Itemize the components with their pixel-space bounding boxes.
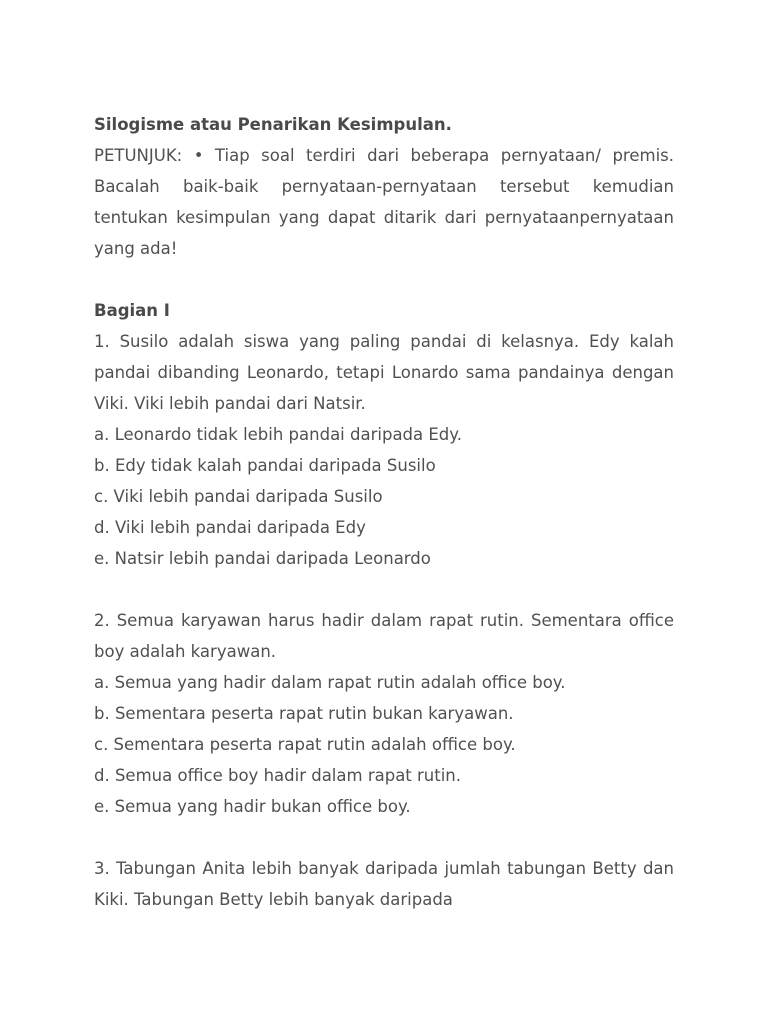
document-content	[94, 109, 674, 915]
answer-option: a. Leonardo tidak lebih pandai daripada Edy.	[94, 425, 462, 444]
answer-option: c. Sementara peserta rapat rutin adalah office boy.	[94, 735, 516, 754]
answer-option: b. Edy tidak kalah pandai daripada Susilo	[94, 456, 436, 475]
instructions-paragraph: PETUNJUK: • Tiap soal terdiri dari beberapa pernyataan/ premis. Bacalah baik-baik pernyataan-pernyataan tersebut kemudian tentukan kesimpulan yang dapat ditarik dari pernyataanpernyataan yang ada!	[94, 146, 674, 258]
answer-option: e. Natsir lebih pandai daripada Leonardo	[94, 549, 431, 568]
answer-option: b. Sementara peserta rapat rutin bukan karyawan.	[94, 704, 514, 723]
question-text: 1. Susilo adalah siswa yang paling pandai di kelasnya. Edy kalah pandai dibanding Leonardo, tetapi Lonardo sama pandainya dengan Viki. Viki lebih pandai dari Natsir.	[94, 332, 674, 413]
spacer	[94, 822, 674, 853]
spacer	[94, 264, 674, 295]
spacer	[94, 574, 674, 605]
answer-option: e. Semua yang hadir bukan office boy.	[94, 797, 411, 816]
answer-option: d. Semua office boy hadir dalam rapat rutin.	[94, 766, 462, 785]
section-heading: Bagian I	[94, 301, 170, 320]
answer-option: a. Semua yang hadir dalam rapat rutin adalah office boy.	[94, 673, 566, 692]
question-text: 2. Semua karyawan harus hadir dalam rapat rutin. Sementara office boy adalah karyawan.	[94, 611, 674, 661]
document-title: Silogisme atau Penarikan Kesimpulan.	[94, 115, 452, 134]
answer-option: c. Viki lebih pandai daripada Susilo	[94, 487, 383, 506]
answer-option: d. Viki lebih pandai daripada Edy	[94, 518, 366, 537]
question-text: 3. Tabungan Anita lebih banyak daripada jumlah tabungan Betty dan Kiki. Tabungan Betty lebih banyak daripada	[94, 859, 674, 909]
